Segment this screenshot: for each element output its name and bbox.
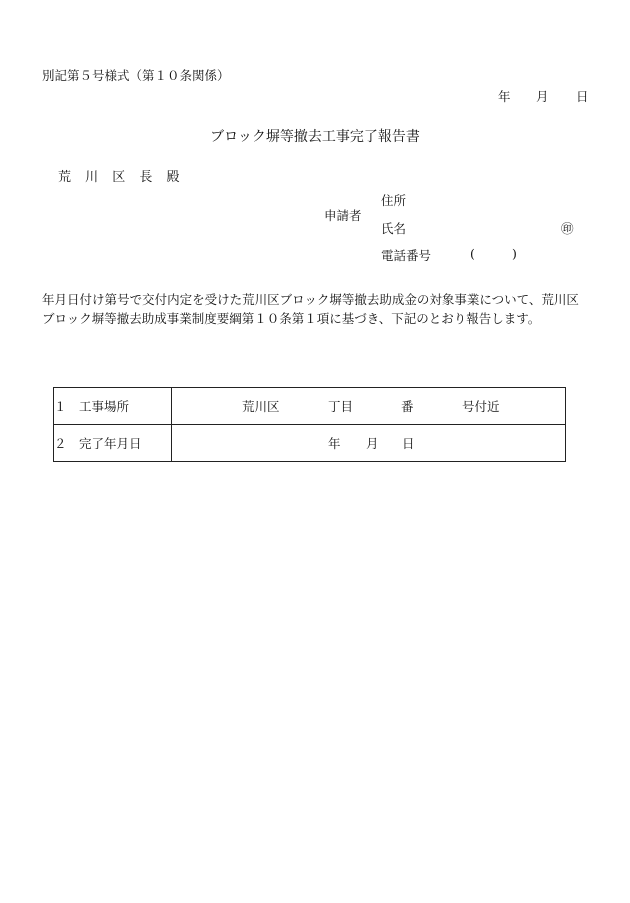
name-label: 氏名 bbox=[381, 221, 407, 236]
completion-month: 月 bbox=[366, 436, 379, 451]
addressee: 荒 川 区 長 殿 bbox=[58, 170, 180, 185]
applicant-label: 申請者 bbox=[324, 208, 362, 223]
completion-day: 日 bbox=[402, 436, 415, 451]
completion-date-value bbox=[172, 425, 566, 462]
document-title: ブロック塀等撤去工事完了報告書 bbox=[210, 129, 420, 145]
location-chome: 丁目 bbox=[328, 399, 354, 414]
seal-mark: ㊞ bbox=[561, 221, 574, 236]
completion-date-label: ２ 完了年月日 bbox=[54, 425, 172, 462]
location-go: 号付近 bbox=[462, 399, 500, 414]
form-number: 別記第５号様式（第１０条関係） bbox=[42, 68, 230, 83]
date-year-label: 年 bbox=[498, 89, 511, 104]
body-text: 号で交付内定を受けた荒川区ブロック塀等撤去助成金の対象事業について、荒川区ブロック塀等撤去助成事業制度要綱第１０条第１項に基づき、下記のとおり報告します。 bbox=[42, 292, 579, 326]
address-label: 住所 bbox=[381, 193, 407, 208]
location-label: １ 工事場所 bbox=[54, 388, 172, 425]
body-dai: 第 bbox=[104, 292, 118, 307]
body-day: 日付け bbox=[67, 292, 105, 307]
body-month: 月 bbox=[54, 292, 68, 307]
location-ban: 番 bbox=[401, 399, 414, 414]
phone-paren-open: ( bbox=[470, 246, 475, 261]
phone-paren-close: ) bbox=[512, 246, 517, 261]
date-month-label: 月 bbox=[536, 89, 549, 104]
location-ward: 荒川区 bbox=[242, 399, 280, 414]
location-value bbox=[172, 388, 566, 425]
body-year: 年 bbox=[42, 292, 55, 307]
table-row bbox=[54, 425, 566, 462]
phone-label: 電話番号 bbox=[381, 248, 432, 263]
body-paragraph bbox=[42, 290, 590, 328]
table-row bbox=[54, 388, 566, 425]
completion-year: 年 bbox=[328, 436, 341, 451]
details-table bbox=[53, 387, 566, 462]
date-day-label: 日 bbox=[576, 89, 589, 104]
